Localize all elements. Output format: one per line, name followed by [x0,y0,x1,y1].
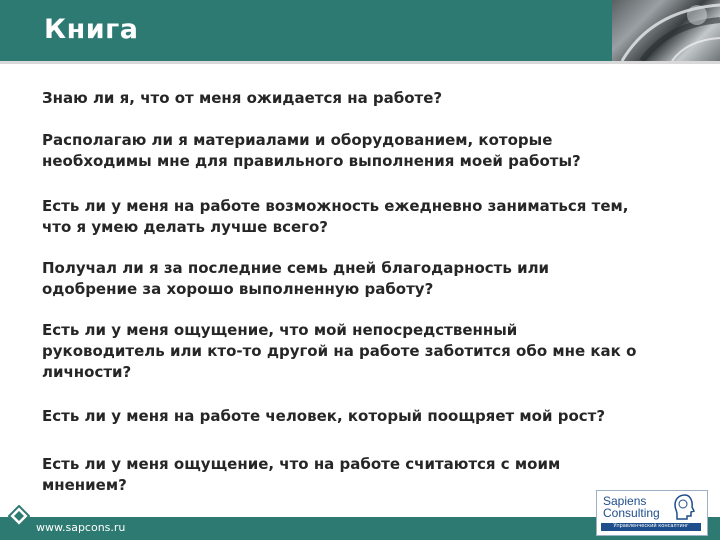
question-4: Получал ли я за последние семь дней благодарность или одобрение за хорошо выполненную работу? [42,259,550,298]
logo-tagline: Управленческий консалтинг [613,523,689,529]
footer-url-link[interactable]: www.sapcons.ru [36,521,126,534]
question-6: Есть ли у меня на работе человек, который поощряет мой рост? [42,407,606,425]
logo-line-2: Consulting [603,506,660,520]
header-bar [0,0,612,61]
slide-title: Книга [44,14,139,45]
header-decorative-image [612,0,720,61]
question-2: Располагаю ли я материалами и оборудованием, которые необходимы мне для правильного выполнения моей работы? [42,131,581,170]
company-logo [596,490,708,536]
question-5: Есть ли у меня ощущение, что мой непосредственный руководитель или кто-то другой на работе заботится обо мне как о личности? [42,321,637,381]
logo-line-1: Sapiens [603,494,647,508]
question-1: Знаю ли я, что от меня ожидается на работе? [42,89,443,107]
header-divider [0,61,720,64]
diamond-icon [8,505,30,527]
head-profile-icon [671,493,699,521]
question-7: Есть ли у меня ощущение, что на работе считаются с моим мнением? [42,455,561,494]
question-3: Есть ли у меня на работе возможность ежедневно заниматься тем, что я умею делать лучше всего? [42,197,629,236]
